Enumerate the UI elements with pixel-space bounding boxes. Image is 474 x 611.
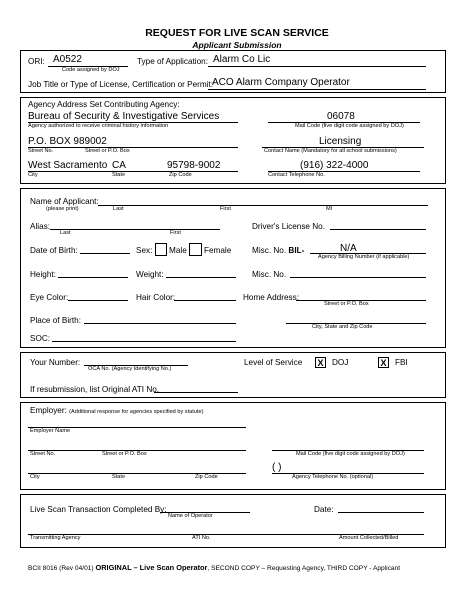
male-label: Male bbox=[169, 246, 187, 255]
page-title: REQUEST FOR LIVE SCAN SERVICE bbox=[145, 27, 329, 39]
form-number: BCII 8016 (Rev 04/01) bbox=[28, 565, 96, 572]
agency-zip[interactable]: 95798-9002 bbox=[167, 160, 221, 171]
employer-mail-caption: Mail Code (five digit code assigned by DOJ) bbox=[296, 451, 405, 457]
mail-code-caption: Mail Code (five digit code assigned by DOJ) bbox=[295, 123, 404, 129]
please-print-caption: (please print) bbox=[46, 206, 79, 212]
misc-label: Misc. No. bbox=[252, 270, 287, 279]
dob-line[interactable] bbox=[80, 253, 130, 254]
agency-mail-code[interactable]: 06078 bbox=[327, 111, 355, 122]
hair-color-label: Hair Color: bbox=[136, 293, 176, 302]
employer-street-caption: Street No. bbox=[30, 451, 56, 457]
agency-street[interactable]: P.O. BOX 989002 bbox=[28, 136, 107, 147]
billing-caption: Agency Billing Number (if applicable) bbox=[318, 254, 410, 260]
alias-line[interactable] bbox=[50, 229, 220, 230]
drivers-license-line[interactable] bbox=[330, 229, 426, 230]
agency-phone[interactable]: (916) 322-4000 bbox=[300, 160, 369, 171]
doj-checkbox[interactable]: X bbox=[315, 357, 326, 368]
footer bbox=[28, 563, 400, 572]
level-of-service-label: Level of Service bbox=[244, 358, 303, 367]
weight-line[interactable] bbox=[166, 277, 236, 278]
home-street-caption: Street or P.O. Box bbox=[324, 301, 369, 307]
eye-color-line[interactable] bbox=[68, 300, 128, 301]
hair-color-line[interactable] bbox=[174, 300, 236, 301]
ati-caption: ATI No. bbox=[192, 535, 211, 541]
operator-caption: Name of Operator bbox=[168, 513, 213, 519]
employer-name-caption: Employer Name bbox=[30, 428, 71, 434]
agency-name[interactable]: Bureau of Security & Investigative Services bbox=[28, 111, 220, 122]
oca-caption: OCA No. (Agency Identifying No.) bbox=[88, 366, 172, 372]
home-address-label: Home Address: bbox=[243, 293, 299, 302]
applicant-name-line[interactable] bbox=[98, 205, 428, 206]
alias-label: Alias: bbox=[30, 222, 51, 231]
employer-phone-caption: Agency Telephone No. (optional) bbox=[292, 474, 374, 480]
soc-label: SOC: bbox=[30, 334, 51, 343]
employer-state-caption: State bbox=[112, 474, 126, 480]
date-line[interactable] bbox=[338, 512, 424, 513]
fbi-checkbox[interactable]: X bbox=[378, 357, 389, 368]
your-number-label: Your Number: bbox=[30, 358, 81, 367]
resubmission-line[interactable] bbox=[154, 392, 238, 393]
city-caption: City bbox=[28, 172, 38, 178]
job-title-label: Job Title or Type of License, Certification or Permit: bbox=[28, 80, 214, 89]
ori-caption: Code assigned by DOJ bbox=[62, 67, 120, 73]
date-label: Date: bbox=[314, 505, 334, 514]
employer-city-caption: City bbox=[30, 474, 40, 480]
ori-value[interactable]: A0522 bbox=[53, 54, 82, 65]
ori-label: ORI: bbox=[28, 57, 45, 66]
employer-street-caption2: Street or P.O. Box bbox=[102, 451, 147, 457]
employer-zip-caption: Zip Code bbox=[195, 474, 218, 480]
transmitting-caption: Transmitting Agency bbox=[30, 535, 81, 541]
soc-line[interactable] bbox=[52, 341, 236, 342]
zip-caption: Zip Code bbox=[169, 172, 192, 178]
csz-caption: City, State and Zip Code bbox=[312, 324, 373, 330]
agency-state[interactable]: CA bbox=[112, 160, 126, 171]
drivers-license-label: Driver's License No. bbox=[252, 222, 325, 231]
alias-last-caption: Last bbox=[60, 230, 71, 236]
applicant-box bbox=[20, 188, 446, 348]
type-of-application-label: Type of Application: bbox=[137, 57, 209, 66]
phone-caption: Contact Telephone No. bbox=[268, 172, 325, 178]
female-label: Female bbox=[204, 246, 232, 255]
type-of-application-value[interactable]: Alarm Co Lic bbox=[213, 54, 271, 65]
resubmission-label: If resubmission, list Original ATI No. bbox=[30, 385, 160, 394]
misc-bil-value[interactable]: N/A bbox=[340, 243, 357, 254]
name-of-applicant-label: Name of Applicant: bbox=[30, 197, 99, 206]
employer-box bbox=[20, 402, 446, 490]
last-caption: Last bbox=[113, 206, 124, 212]
fbi-label: FBI bbox=[395, 358, 408, 367]
weight-label: Weight: bbox=[136, 270, 164, 279]
footer-original: ORIGINAL – Live Scan Operator bbox=[95, 563, 208, 572]
first-caption: First bbox=[220, 206, 231, 212]
amount-caption: Amount Collected/Billed bbox=[339, 535, 399, 541]
eye-color-label: Eye Color: bbox=[30, 293, 69, 302]
employer-phone-paren: ( ) bbox=[272, 462, 282, 473]
agency-heading: Agency Address Set Contributing Agency: bbox=[28, 100, 180, 109]
contact-caption: Contact Name (Mandatory for all school submissions) bbox=[264, 148, 397, 154]
mi-caption: MI bbox=[326, 206, 333, 212]
completed-by-label: Live Scan Transaction Completed By: bbox=[30, 505, 167, 514]
sex-label: Sex: bbox=[136, 246, 153, 255]
employer-heading: Employer: (Additional response for agencies specified by statute) bbox=[30, 406, 204, 415]
doj-label: DOJ bbox=[332, 358, 349, 367]
agency-contact[interactable]: Licensing bbox=[319, 136, 362, 147]
job-title-value[interactable]: ACO Alarm Company Operator bbox=[212, 77, 350, 88]
dob-label: Date of Birth: bbox=[30, 246, 78, 255]
female-checkbox[interactable] bbox=[189, 243, 202, 256]
misc-line[interactable] bbox=[290, 277, 426, 278]
street-box-caption: Street or P.O. Box bbox=[85, 148, 130, 154]
male-checkbox[interactable] bbox=[155, 243, 167, 256]
place-of-birth-line[interactable] bbox=[84, 323, 236, 324]
alias-first-caption: First bbox=[170, 230, 181, 236]
agency-name-caption: Agency authorized to receive criminal history information bbox=[28, 123, 169, 129]
footer-copies: , SECOND COPY – Requesting Agency, THIRD COPY - Applicant bbox=[207, 565, 401, 572]
place-of-birth-label: Place of Birth: bbox=[30, 316, 81, 325]
state-caption: State bbox=[112, 172, 126, 178]
agency-city[interactable]: West Sacramento bbox=[28, 160, 108, 171]
height-line[interactable] bbox=[58, 277, 128, 278]
page-subtitle: Applicant Submission bbox=[192, 40, 282, 50]
street-no-caption: Street No. bbox=[28, 148, 54, 154]
misc-bil-label: Misc. No. BIL- bbox=[252, 246, 305, 255]
height-label: Height: bbox=[30, 270, 56, 279]
